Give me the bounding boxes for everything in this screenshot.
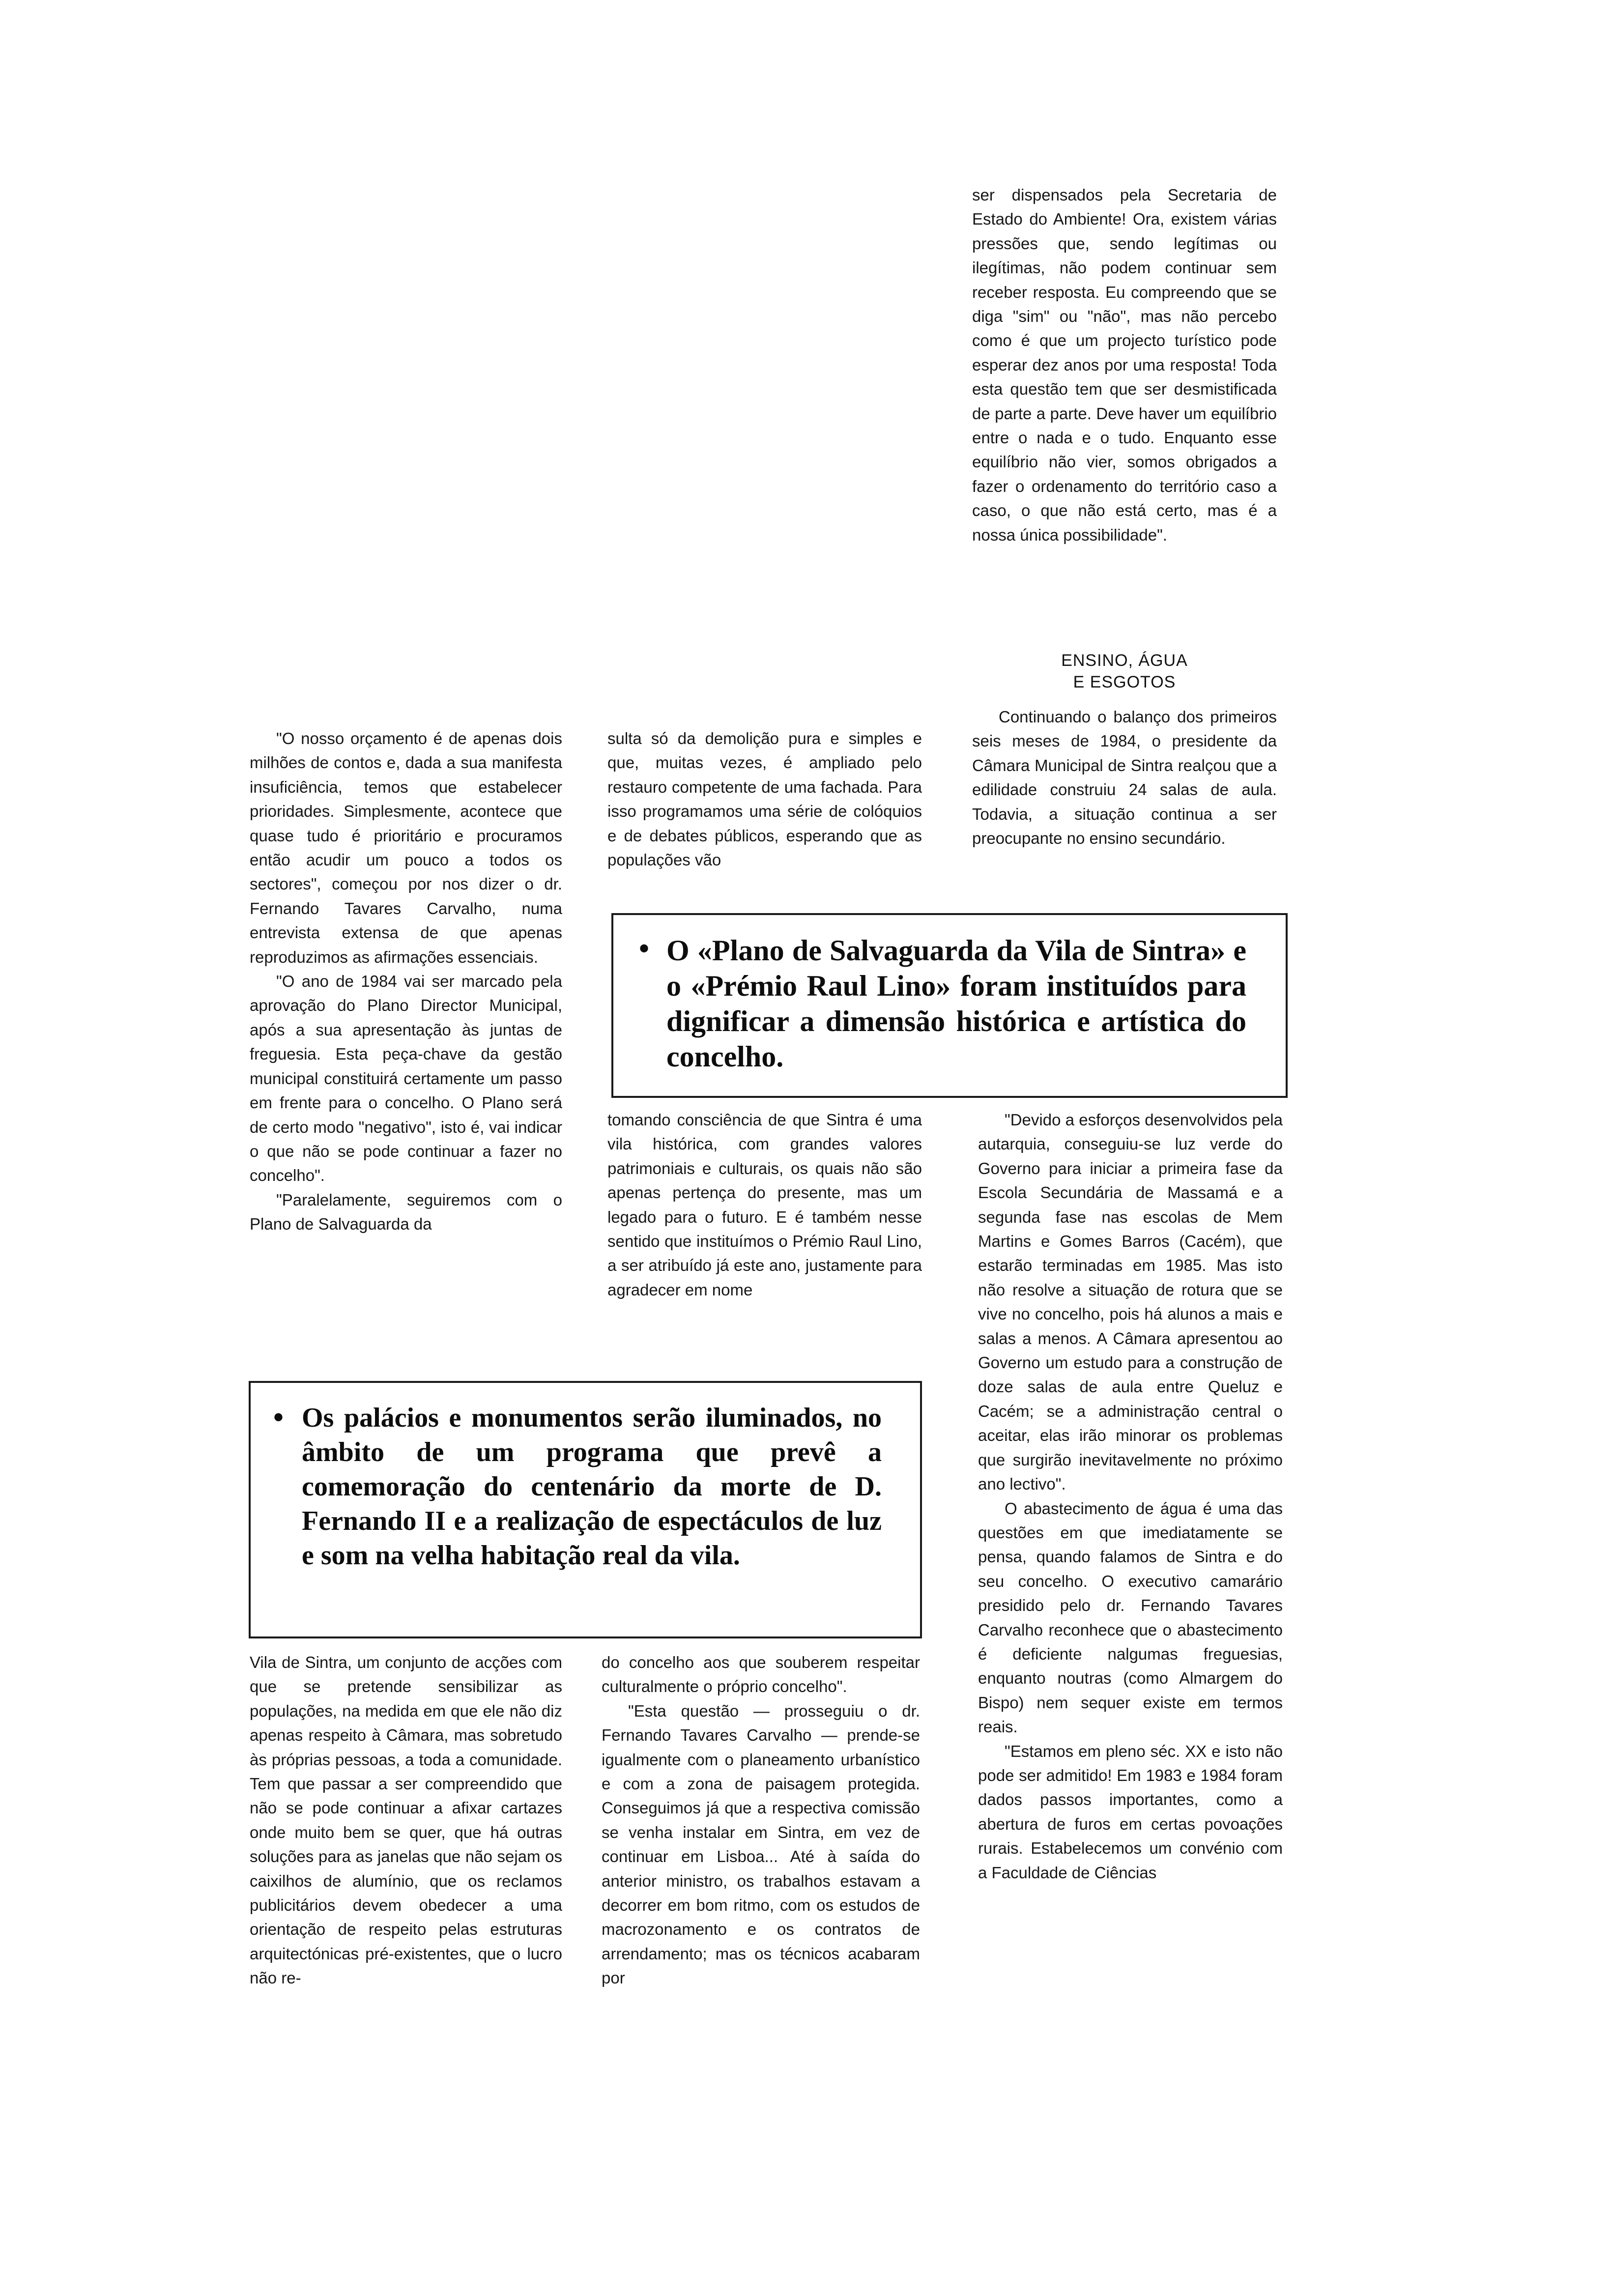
paragraph: ser dispensados pela Secretaria de Estado do Ambiente! Ora, existem várias pressões que, sendo legítimas ou ilegítimas, não podem continuar sem receber resposta. Eu compreendo que se diga "sim" ou "não", mas não percebo como é que um projecto turístico pode esperar dez anos por uma resposta! Toda esta questão tem que ser desmistificada de parte a parte. Deve haver um equilíbrio entre o nada e o tudo. Enquanto esse equilíbrio não vier, somos obrigados a fazer o ordenamento do território caso a caso, o que não está certo, mas é a nossa única possibilidade". bbox=[972, 186, 1277, 544]
column-left-upper bbox=[250, 726, 562, 1236]
paragraph: "O ano de 1984 vai ser marcado pela aprovação do Plano Director Municipal, após a sua apresentação às juntas de freguesia. Esta peça-chave da gestão municipal constituirá certamente um passo em frente para o concelho. O Plano será de certo modo "negativo", isto é, vai indicar o que não se pode continuar a fazer no concelho". bbox=[250, 972, 562, 1185]
pull-quote-box-bottom bbox=[249, 1381, 922, 1638]
column-left-lower bbox=[250, 1650, 562, 1990]
subhead-line-2: E ESGOTOS bbox=[1073, 673, 1176, 691]
paragraph: do concelho aos que souberem respeitar culturalmente o próprio concelho". bbox=[602, 1653, 920, 1696]
paragraph: "O nosso orçamento é de apenas dois milhões de contos e, dada a sua manifesta insuficiência, temos que estabelecer prioridades. Simplesmente, acontece que quase tudo é prioritário e procuramos então acudir um pouco a todos os sectores", começou por nos dizer o dr. Fernando Tavares Carvalho, numa entrevista extensa de que apenas reproduzimos as afirmações essenciais. bbox=[250, 729, 562, 966]
column-middle-upper bbox=[607, 726, 922, 872]
bullet-icon: • bbox=[273, 1401, 284, 1434]
pull-quote-box-top bbox=[611, 913, 1288, 1098]
column-middle-mid bbox=[607, 1108, 922, 1302]
paragraph: "Esta questão — prosseguiu o dr. Fernando Tavares Carvalho — prende-se igualmente com o planeamento urbanístico e com a zona de paisagem protegida. Conseguimos já que a respectiva comissão se venha instalar em Sintra, em vez de continuar em Lisboa... Até à saída do anterior ministro, os trabalhos estavam a decorrer em bom ritmo, com os estudos de macrozonamento e os contratos de arrendamento; mas os técnicos acabaram por bbox=[602, 1701, 920, 1987]
column-middle-lower bbox=[602, 1650, 920, 1990]
paragraph: "Estamos em pleno séc. XX e isto não pode ser admitido! Em 1983 e 1984 foram dados passos importantes, como a abertura de furos em certas povoações rurais. Estabelecemos um convénio com a Faculdade de Ciências bbox=[978, 1742, 1283, 1882]
paragraph: O abastecimento de água é uma das questões em que imediatamente se pensa, quando falamos de Sintra e do seu concelho. O executivo camarário presidido pelo dr. Fernando Tavares Carvalho reconhece que o abastecimento é deficiente nalgumas freguesias, enquanto noutras (como Almargem do Bispo) nem sequer existe em termos reais. bbox=[978, 1499, 1283, 1736]
column-right-mid bbox=[978, 1108, 1283, 1885]
subhead-line-1: ENSINO, ÁGUA bbox=[1061, 651, 1188, 670]
paragraph: Continuando o balanço dos primeiros seis meses de 1984, o presidente da Câmara Municipal de Sintra realçou que a edilidade construiu 24 salas de aula. Todavia, a situação continua a ser preocupante no ensino secundário. bbox=[972, 708, 1277, 848]
paragraph: "Paralelamente, seguiremos com o Plano de Salvaguarda da bbox=[250, 1190, 562, 1234]
section-subhead bbox=[972, 650, 1277, 693]
pull-quote-text: O «Plano de Salvaguarda da Vila de Sintra» e o «Prémio Raul Lino» foram instituídos para dignificar a dimensão histórica e artística do concelho. bbox=[666, 934, 1246, 1073]
bullet-icon: • bbox=[639, 932, 650, 965]
paragraph: "Devido a esforços desenvolvidos pela autarquia, conseguiu-se luz verde do Governo para iniciar a primeira fase da Escola Secundária de Massamá e a segunda fase nas escolas de Mem Martins e Gomes Barros (Cacém), que estarão terminadas em 1985. Mas isto não resolve a situação de rotura que se vive no concelho, pois há alunos a mais e salas a menos. A Câmara apresentou ao Governo um estudo para a construção de doze salas de aula entre Queluz e Cacém; se a administração central o aceitar, elas irão minorar os problemas que surgirão inevitavelmente no próximo ano lectivo". bbox=[978, 1111, 1283, 1493]
column-right-after-subhead bbox=[972, 705, 1277, 850]
paragraph: sulta só da demolição pura e simples e que, muitas vezes, é ampliado pelo restauro competente de uma fachada. Para isso programamos uma série de colóquios e de debates públicos, esperando que as populações vão bbox=[607, 729, 922, 869]
paragraph: tomando consciência de que Sintra é uma vila histórica, com grandes valores patrimoniais e culturais, os quais não são apenas pertença do presente, mas um legado para o futuro. E é também nesse sentido que instituímos o Prémio Raul Lino, a ser atribuído já este ano, justamente para agradecer em nome bbox=[607, 1111, 922, 1299]
pull-quote-text: Os palácios e monumentos serão iluminados, no âmbito de um programa que prevê a comemoração do centenário da morte de D. Fernando II e a realização de espectáculos de luz e som na velha habitação real da vila. bbox=[302, 1403, 882, 1571]
column-top-right bbox=[972, 183, 1277, 547]
paragraph: Vila de Sintra, um conjunto de acções com que se pretende sensibilizar as populações, na medida em que ele não diz apenas respeito à Câmara, mas sobretudo às próprias pessoas, a toda a comunidade. Tem que passar a ser compreendido que não se pode continuar a afixar cartazes onde muito bem se quer, que há outras soluções para as janelas que não sejam os caixilhos de alumínio, que os reclamos publicitários devem obedecer a uma orientação de respeito pelas estruturas arquitectónicas pré-existentes, que o lucro não re- bbox=[250, 1653, 562, 1987]
